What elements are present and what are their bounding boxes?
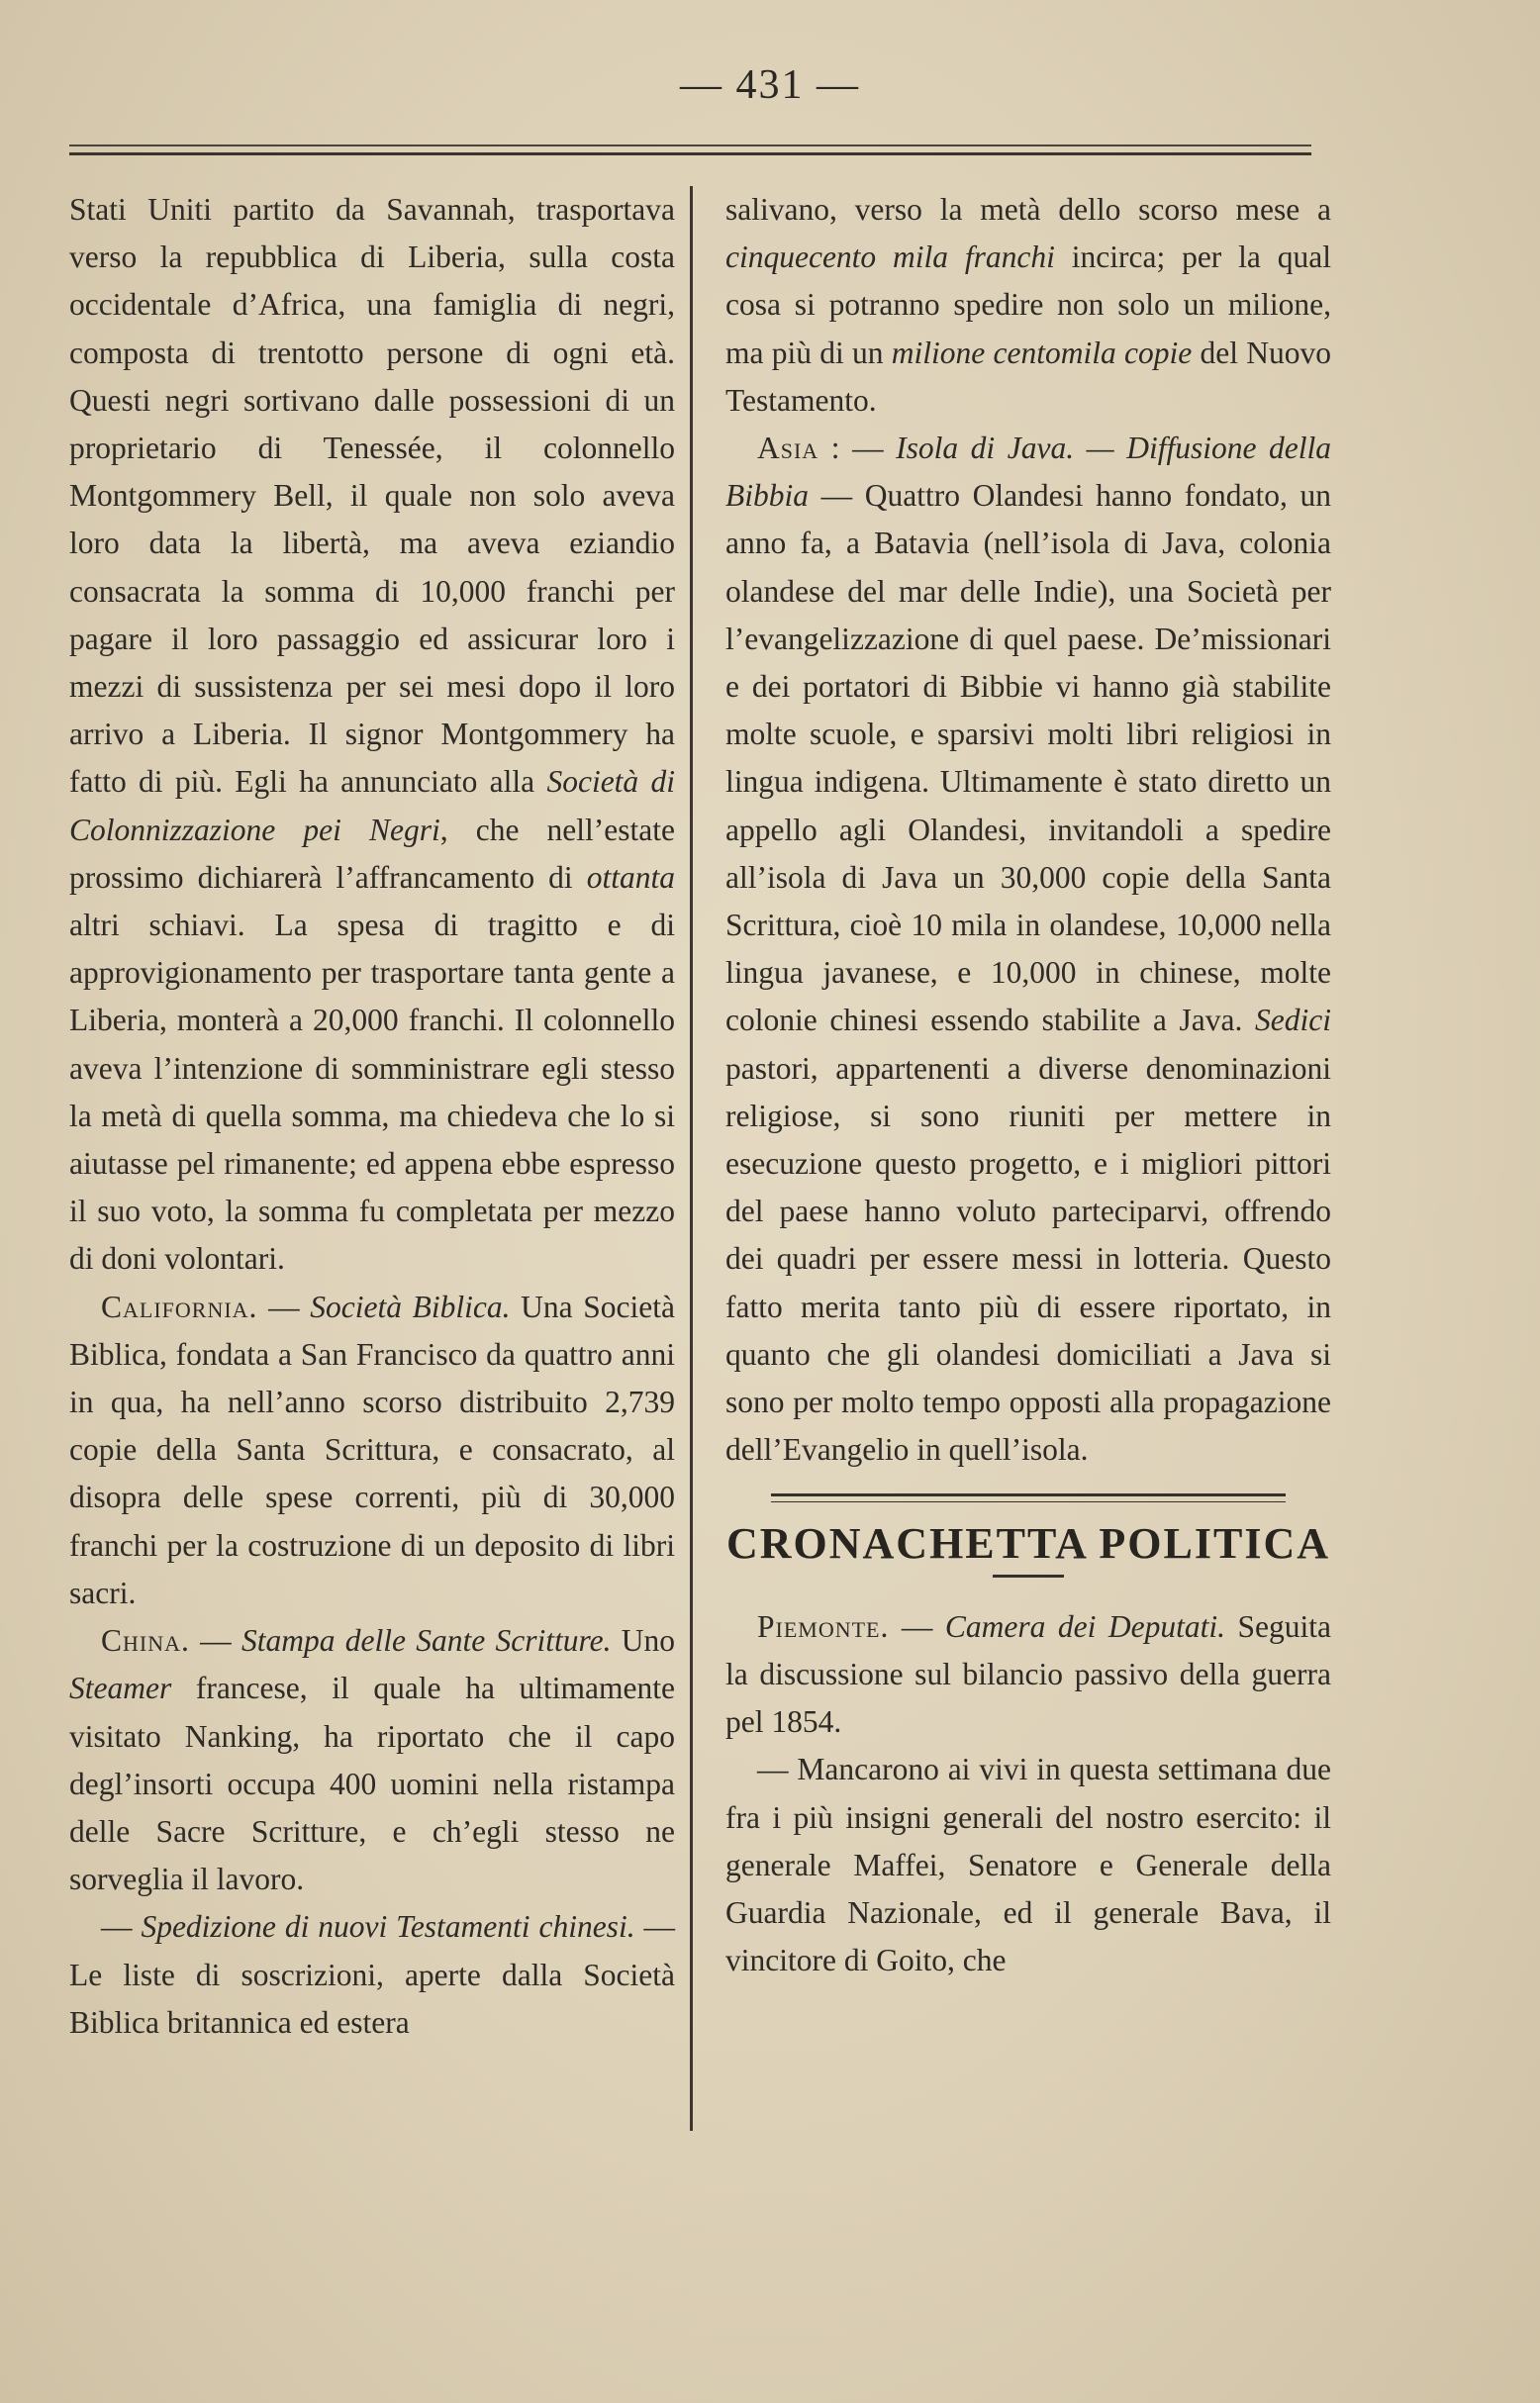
piemonte-title: Camera dei Deputati. <box>944 1608 1225 1644</box>
california-label: California. <box>101 1289 258 1324</box>
asia-title: Isola di Java. — Diffusione della Bibbia <box>725 431 1331 514</box>
asia-paragraph: Asia : — Isola di Java. — Diffusione della Bibbia — Quattro Olandesi hanno fondato, un anno fa, a Batavia (nell’isola di Java, colonia olandese del mar delle Indie), una Società per l’evangelizzazione di quel paese. De’missionari e dei portatori di Bibbie vi hanno già stabilite molte scuole, e sparsivi molti libri religiosi in lingua indigena. Ultimamente è stato diretto un appello agli Olandesi, invitandoli a spedire all’isola di Java un 30,000 copie della Santa Scrittura, cioè 10 mila in olandese, 10,000 nella lingua javanese, e 10,000 in chinese, molte colonie chinesi essendo stabilite a Java. Sedici pastori, appartenenti a diverse denominazioni religiose, si sono riuniti per mettere in esecuzione questo progetto, e i migliori pittori del paese hanno voluto parteciparvi, offrendo dei quadri per essere messi in lotteria. Questo fatto merita tanto più di essere riportato, in quanto che gli olandesi domiciliati a Java si sono per molto tempo opposti alla propagazione dell’Evangelio in quell’isola. <box>725 431 1331 1468</box>
liberia-paragraph: Stati Uniti partito da Savannah, trasportava verso la repubblica di Liberia, sulla costa occidentale d’Africa, una famiglia di negri, composta di trentotto persone di ogni età. Questi negri sortivano dalle possessioni di un proprietario di Tenessée, il colonnello Montgommery Bell, il quale non solo aveva loro data la libertà, ma aveva eziandio consacrata la somma di 10,000 franchi per pagare il loro passaggio ed assicurar loro i mezzi di sussistenza per sei mesi dopo il loro arrivo a Liberia. Il signor Montgommery ha fatto di più. Egli ha annunciato alla Società di Colonnizzazione pei Negri, che nell’estate prossimo dichiarerà l’affrancamento di ottanta altri schiavi. La spesa di tragitto e di approvigionamento per trasportare tanta gente a Liberia, monterà a 20,000 franchi. Il colonnello aveva l’intenzione di somministrare egli stesso la metà di quella somma, ma chiedeva che lo si aiutasse pel rimanente; ed appena ebbe espresso il suo voto, la somma fu completata per mezzo di doni volontari. <box>69 192 676 1277</box>
right-column <box>725 186 1331 1984</box>
page-number: — 431 — <box>680 62 860 108</box>
section-rule-bottom <box>993 1575 1064 1578</box>
china-label: China. <box>101 1623 190 1659</box>
mancarono-paragraph: — Mancarono ai vivi in questa settimana due fra i più insigni generali del nostro esercito: il generale Maffei, Senatore e Generale della Guardia Nazionale, ed il generale Bava, il vincitore di Goito, che <box>725 1752 1331 1978</box>
header-rule <box>69 144 1311 155</box>
section-rule-top <box>771 1493 1286 1502</box>
column-divider <box>690 186 693 2131</box>
china-paragraph: China. — Stampa delle Sante Scritture. Uno Steamer francese, il quale ha ultimamente visitato Nanking, ha riportato che il capo degl’insorti occupa 400 uomini nella ristampa delle Sacre Scritture, e ch’egli stesso ne sorveglia il lavoro. <box>69 1623 676 1897</box>
bible-society-continuation: salivano, verso la metà dello scorso mese a cinquecento mila franchi incirca; per la qual cosa si potranno spedire non solo un milione, ma più di un milione centomila copie del Nuovo Testamento. <box>725 192 1332 418</box>
piemonte-paragraph: Piemonte. — Camera dei Deputati. Seguita la discussione sul bilancio passivo della guerra pel 1854. <box>725 1608 1331 1740</box>
spedizione-title: Spedizione di nuovi Testamenti chinesi. <box>141 1909 635 1945</box>
section-title: CRONACHETTA POLITICA <box>725 1519 1331 1569</box>
spedizione-paragraph: — Spedizione di nuovi Testamenti chinesi. — Le liste di soscrizioni, aperte dalla Società Biblica britannica ed estera <box>69 1909 676 2040</box>
china-title: Stampa delle Sante Scritture. <box>241 1623 612 1659</box>
asia-label: Asia <box>757 431 819 466</box>
piemonte-label: Piemonte. <box>757 1608 890 1644</box>
california-title: Società Biblica. <box>310 1289 511 1324</box>
left-column <box>69 186 675 2047</box>
california-paragraph: California. — Società Biblica. Una Società Biblica, fondata a San Francisco da quattro anni in qua, ha nell’anno scorso distribuito 2,739 copie della Santa Scrittura, e consacrato, al disopra delle spese correnti, più di 30,000 franchi per la costruzione di un deposito di libri sacri. <box>69 1289 675 1610</box>
